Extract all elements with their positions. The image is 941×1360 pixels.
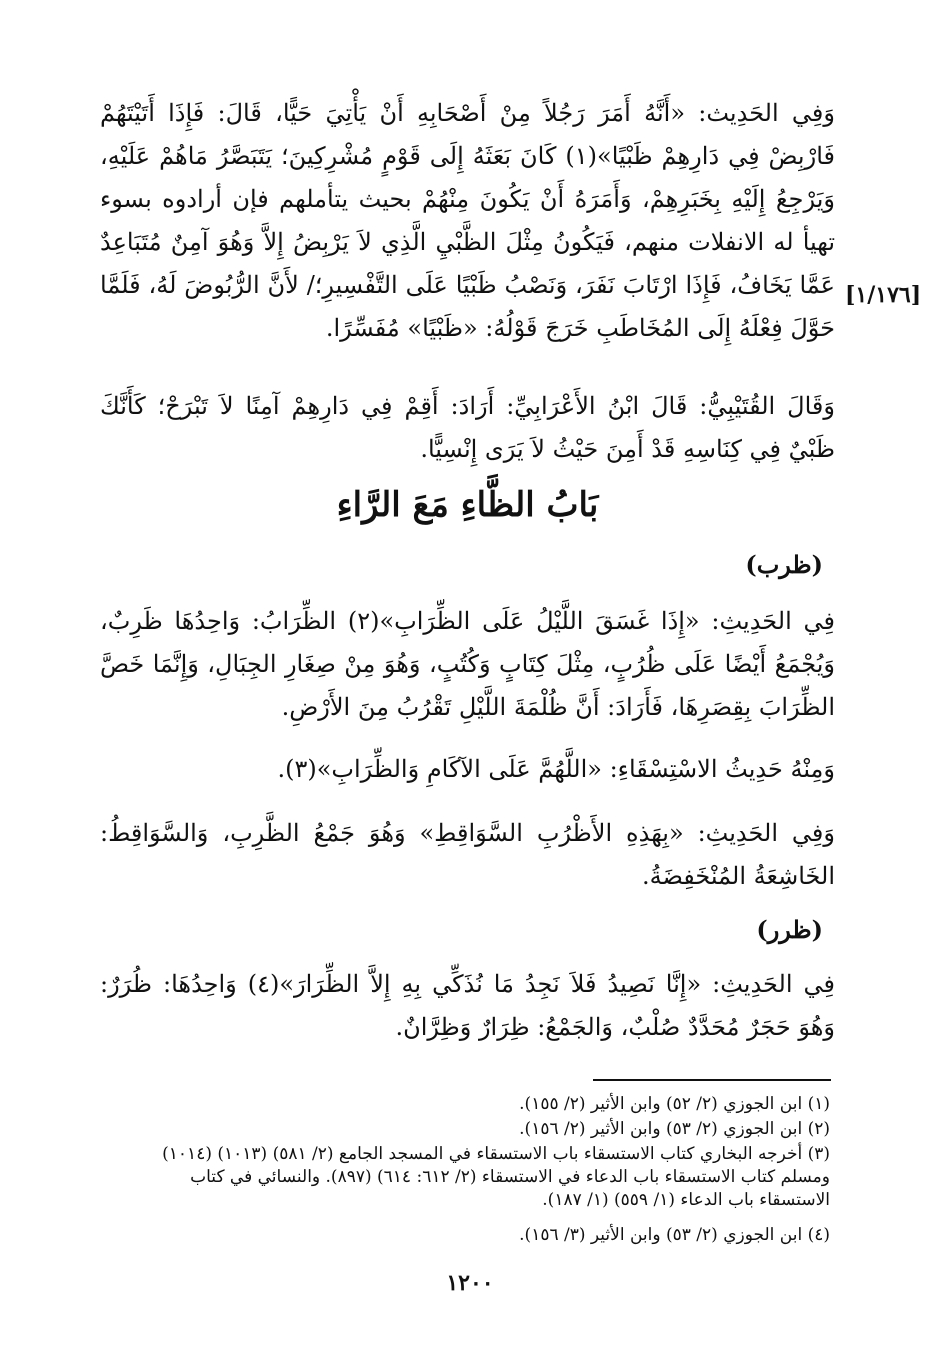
- footnote-2: (٢) ابن الجوزي (٢/ ٥٣) وابن الأثير (٢/ ١٥٦).: [519, 1119, 830, 1139]
- entry-heading-zarar: (ظرر): [756, 915, 823, 944]
- footnote-separator: [593, 1079, 831, 1081]
- entry-heading-zarb: (ظرب): [745, 550, 823, 579]
- paragraph-istisqa: وَمِنْهُ حَدِيثُ الاسْتِسْقَاءِ: «اللَّهُمَّ عَلَى الآكَامِ وَالظِّرَابِ»(٣).: [277, 755, 835, 783]
- chapter-title: بَابُ الظَّاءِ مَعَ الرَّاءِ: [336, 485, 599, 525]
- footnote-1: (١) ابن الجوزي (٢/ ٥٢) وابن الأثير (٢/ ١٥٥).: [519, 1094, 830, 1114]
- paragraph-hadith-zaby: وَفِي الحَدِيث: «أَنَّهُ أَمَرَ رَجُلاً مِنْ أَصْحَابِهِ أَنْ يَأْتِيَ حَيًّا، قَالَ: فَإِذَا أَتَيْتَهُمْ فَارْبِضْ فِي دَارِهِمْ ظَبْيًا»(١) كَانَ بَعَثَهُ إِلَى قَوْمٍ مُشْرِكِينَ؛ يَتَبَصَّرُ مَاهُمْ عَلَيْهِ، وَيَرْجِعُ إِلَيْهِ بِخَبَرِهِمْ، وَأَمَرَهُ أَنْ يَكُونَ مِنْهُمْ بحيث يتأملهم فإن أرادوه بسوء تهيأ له الانفلات منهم، فَيَكُونُ مِثْلَ الظَّبْيِ الَّذِي لاَ يَرْبِضُ إِلاَّ وَهُوَ آمِنٌ مُتَبَاعِدٌ عَمَّا يَخَافُ، فَإِذَا ارْتَابَ نَفَرَ، وَنَصْبُ ظَبْيًا عَلَى التَّفْسِيرِ؛/ لأَنَّ الرُّبُوضَ لَهُ، فَلَمَّا حَوَّلَ فِعْلَهُ إِلَى المُخَاطَبِ خَرَجَ قَوْلُهُ: «ظَبْيًا» مُفَسِّرًا.: [100, 99, 836, 342]
- margin-reference: [١/١٧٦]: [845, 282, 922, 308]
- paragraph-azrub: وَفِي الحَدِيثِ: «بِهَذِهِ الأَظْرُبِ السَّوَاقِطِ» وَهُوَ جَمْعُ الظَّرِبِ، وَالسَّوَاقِطُ: الخَاشِعَةُ المُنْخَفِضَةُ.: [100, 819, 835, 890]
- footnote-4: (٤) ابن الجوزي (٢/ ٥٣) وابن الأثير (٣/ ١٥٦).: [519, 1225, 830, 1245]
- paragraph-zirar: فِي الحَدِيثِ: «إِنَّا نَصِيدُ فَلاَ نَجِدُ مَا نُذَكِّي بِهِ إِلاَّ الظِّرَارَ»(٤) وَاحِدُهَا: ظُرَرٌ: وَهُوَ حَجَرٌ مُحَدَّدٌ صُلْبٌ، وَالجَمْعُ: ظِرَارٌ وَظِرَّانٌ.: [100, 970, 835, 1041]
- paragraph-zirab: فِي الحَدِيثِ: «إِذَا غَسَقَ اللَّيْلُ عَلَى الظِّرَابِ»(٢) الظِّرَابُ: وَاحِدُهَا ظَرِبٌ، وَيُجْمَعُ أَيْضًا عَلَى ظُرُبٍ، مِثْلَ كِتَابٍ وَكُتُبٍ، وَهُوَ مِنْ صِغَارِ الجِبَالِ، وَإِنَّمَا خَصَّ الظِّرَابَ بِقِصَرِهَا، فَأَرَادَ: أَنَّ ظُلْمَةَ اللَّيْلِ تَقْرُبُ مِنَ الأَرْضِ.: [100, 607, 835, 721]
- page-number: ١٢٠٠: [446, 1270, 494, 1296]
- paragraph-qutaybi: وَقَالَ القُتَيْبِيُّ: قَالَ ابْنُ الأَعْرَابِيِّ: أَرَادَ: أَقِمْ فِي دَارِهِمْ آمِنًا لاَ تَبْرَحْ؛ كَأَنَّكَ ظَبْيٌ فِي كِنَاسِهِ قَدْ أَمِنَ حَيْثُ لاَ يَرَى إِنْسِيًّا.: [100, 392, 835, 463]
- footnote-3: (٣) أخرجه البخاري كتاب الاستسقاء باب الاستسقاء في المسجد الجامع (٢/ ٥٨١) (١٠١٣) (١٠١٤) ومسلم كتاب الاستسقاء باب الدعاء في الاستسقاء (٢/ ٦١٢: ٦١٤) (٨٩٧). والنسائي في كتاب الاستسقاء باب الدعاء (١/ ٥٥٩) (١/ ١٨٧).: [162, 1144, 830, 1210]
